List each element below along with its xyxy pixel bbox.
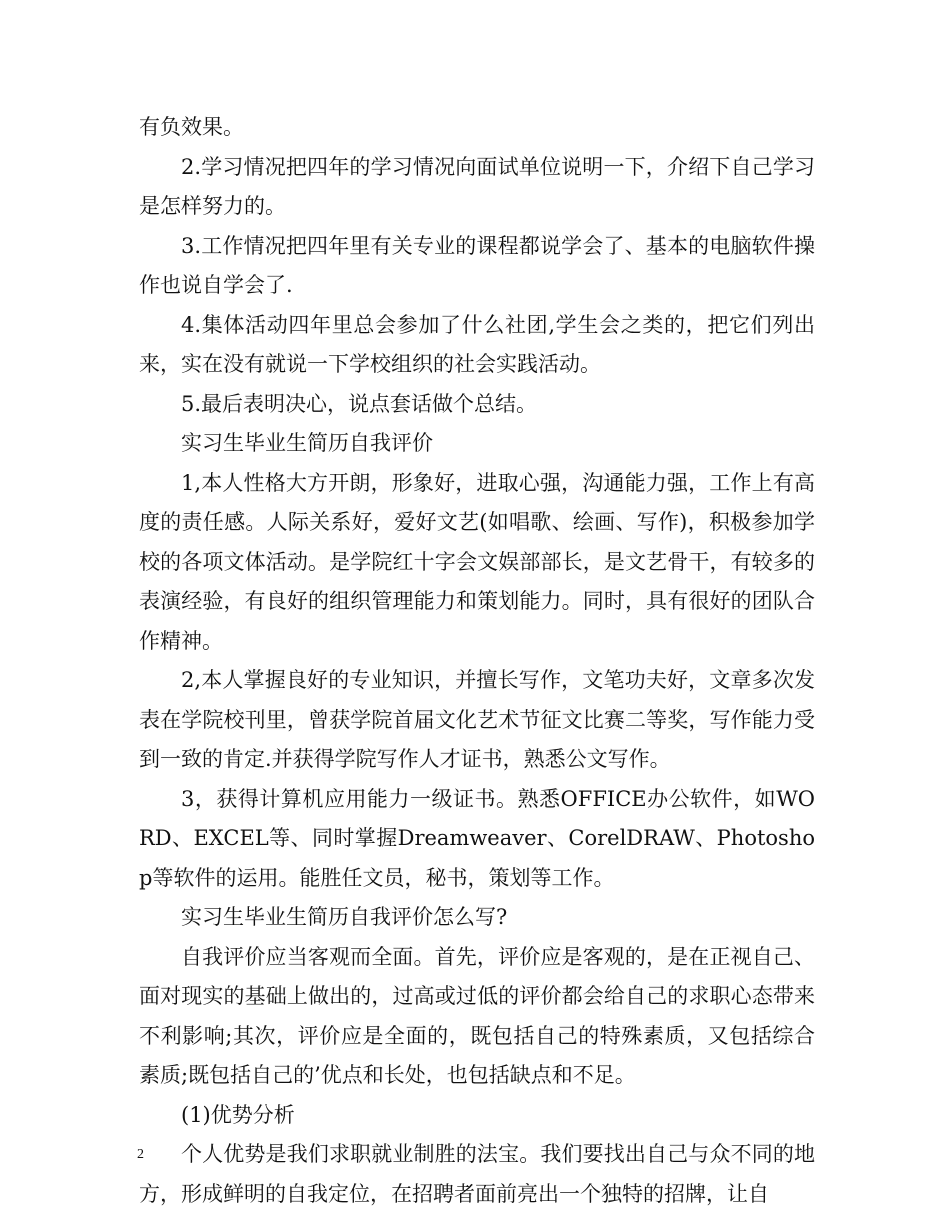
paragraph: 个人优势是我们求职就业制胜的法宝。我们要找出自己与众不同的地方，形成鲜明的自我定位，在招聘者面前亮出一个独特的招牌，让自 [139, 1142, 815, 1206]
subsection-heading: (1)优势分析 [181, 1102, 295, 1127]
paragraph: 4.集体活动四年里总会参加了什么社团,学生会之类的，把它们列出来，实在没有就说一下学校组织的社会实践活动。 [139, 312, 815, 376]
paragraph: 5.最后表明决心，说点套话做个总结。 [181, 391, 538, 416]
page-number: 2 [137, 1147, 144, 1162]
paragraph: 3，获得计算机应用能力一级证书。熟悉OFFICE办公软件，如WORD、EXCEL等、同时掌握Dreamweaver、CorelDRAW、Photoshop等软件的运用。能胜任文员，秘书，策划等工作。 [139, 786, 815, 890]
section-heading: 实习生毕业生简历自我评价 [181, 431, 433, 455]
section-heading: 实习生毕业生简历自我评价怎么写? [181, 905, 508, 929]
paragraph: 2.学习情况把四年的学习情况向面试单位说明一下，介绍下自己学习是怎样努力的。 [139, 154, 815, 218]
paragraph: 2,本人掌握良好的专业知识，并擅长写作，文笔功夫好，文章多次发表在学院校刊里，曾获学院首届文化艺术节征文比赛二等奖，写作能力受到一致的肯定.并获得学院写作人才证书，熟悉公文写作。 [139, 668, 815, 771]
paragraph: 自我评价应当客观而全面。首先，评价应是客观的，是在正视自己、面对现实的基础上做出的，过高或过低的评价都会给自己的求职心态带来不利影响;其次，评价应是全面的，既包括自己的特殊素质，又包括综合素质;既包括自己的’优点和长处，也包括缺点和不足。 [139, 944, 815, 1087]
paragraph: 3.工作情况把四年里有关专业的课程都说学会了、基本的电脑软件操作也说自学会了. [139, 233, 815, 297]
paragraph: 有负效果。 [139, 115, 244, 139]
document-body [139, 108, 815, 1214]
paragraph: 1,本人性格大方开朗，形象好，进取心强，沟通能力强，工作上有高度的责任感。人际关系好，爱好文艺(如唱歌、绘画、写作)，积极参加学校的各项文体活动。是学院红十字会文娱部部长，是文艺骨干，有较多的表演经验，有良好的组织管理能力和策划能力。同时，具有很好的团队合作精神。 [139, 470, 815, 653]
